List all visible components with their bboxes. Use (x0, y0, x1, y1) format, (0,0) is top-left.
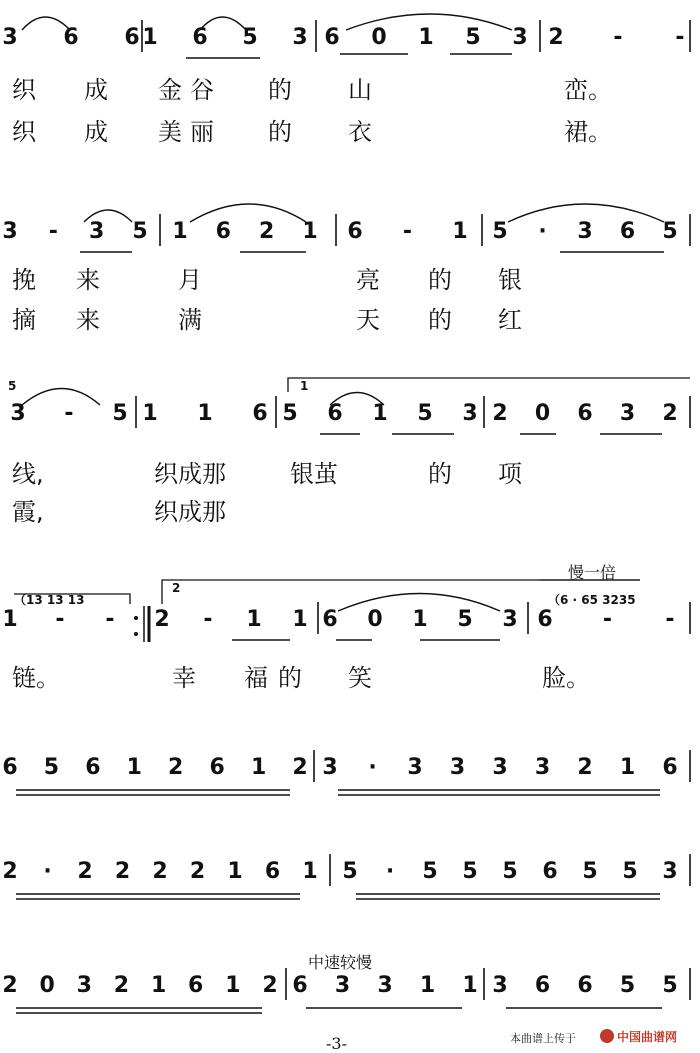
note-digit: 5 (662, 973, 678, 998)
paren-notes-13: （13 13 13 (14, 593, 85, 607)
lyric-char: 的 (428, 460, 452, 488)
lyric-char: 挽 (12, 266, 36, 294)
note-digit: 5 (43, 755, 60, 780)
logo-mark-icon (600, 1029, 614, 1043)
note-digit: 6 (85, 755, 101, 780)
note-digit: 1 (227, 859, 243, 884)
note-digit: - (203, 607, 213, 632)
note-digit: 1 (462, 973, 478, 998)
note-digit: 3 (2, 219, 18, 244)
lyric-char: 织成那 (154, 498, 226, 526)
note-digit: 1 (302, 219, 318, 244)
lyric-char: 的 (268, 76, 292, 104)
note-digit: 5 (342, 859, 358, 884)
lyric-char: 山 (348, 76, 372, 104)
note-digit: 6 (192, 25, 208, 50)
tempo-moderate: 中速较慢 (308, 953, 373, 972)
note-digit: 0 (367, 607, 383, 632)
note-digit: 6 (534, 973, 551, 998)
note-digit: 6 (577, 401, 593, 426)
note-digit: 1 (292, 607, 308, 632)
lyric-char: 月 (178, 266, 202, 294)
note-digit: 5 (132, 219, 148, 244)
notes-layer (2, 25, 684, 998)
volta-bracket-1 (288, 378, 690, 392)
note-digit: 2 (259, 219, 275, 244)
note-digit: 6 (209, 755, 225, 780)
lyric-char: 亮 (356, 266, 380, 294)
note-digit: 2 (292, 755, 308, 780)
note-digit: 3 (2, 25, 18, 50)
lyric-char: 链。 (12, 664, 60, 692)
note-digit: - (48, 219, 58, 244)
lyric-char: 项 (498, 460, 522, 488)
lyric-char: 福 (244, 664, 268, 692)
note-digit: · (538, 219, 547, 244)
note-digit: · (43, 859, 52, 884)
lyric-char: 线, (12, 460, 44, 488)
note-digit: 5 (465, 25, 481, 50)
note-digit: 2 (154, 607, 170, 632)
note-digit: 3 (534, 755, 551, 780)
note-digit: 5 (422, 859, 438, 884)
note-digit: 2 (114, 859, 131, 884)
note-digit: 6 (347, 219, 363, 244)
note-digit: 2 (189, 859, 206, 884)
note-digit: · (385, 859, 395, 884)
note-digit: 1 (197, 401, 213, 426)
note-digit: 6 (292, 973, 308, 998)
lyric-char: 来 (76, 306, 100, 334)
note-digit: 3 (322, 755, 338, 780)
note-digit: 1 (142, 25, 158, 50)
lyric-char: 衣 (348, 118, 372, 146)
note-digit: 3 (462, 401, 478, 426)
note-digit: 5 (282, 401, 298, 426)
site-name: 中国曲谱网 (617, 1029, 678, 1044)
note-digit: - (602, 607, 613, 632)
note-digit: 3 (492, 755, 508, 780)
note-digit: - (64, 401, 74, 426)
note-digit: - (665, 607, 675, 632)
lyric-char: 成 (84, 118, 108, 146)
note-digit: 2 (113, 973, 130, 998)
lyric-char: 织 (12, 76, 36, 104)
lyric-char: 摘 (12, 306, 36, 334)
lyric-char: 的 (428, 266, 452, 294)
lyric-char: 峦。 (564, 76, 612, 104)
lyric-char: 霞, (12, 498, 44, 526)
beams (16, 54, 664, 1013)
note-digit: 1 (419, 973, 436, 998)
note-digit: 6 (63, 25, 79, 50)
lyric-char: 天 (356, 306, 380, 334)
note-digit: 2 (662, 401, 678, 426)
lyric-char: 脸。 (542, 664, 590, 692)
note-digit: 3 (619, 401, 636, 426)
note-digit: 5 (112, 401, 128, 426)
note-digit: 1 (225, 973, 241, 998)
note-digit: 3 (662, 859, 678, 884)
note-digit: 1 (142, 401, 158, 426)
note-digit: 1 (418, 25, 434, 50)
lyric-char: 金 (158, 76, 182, 104)
note-digit: 1 (250, 755, 267, 780)
note-digit: 2 (262, 973, 278, 998)
lyric-char: 成 (84, 76, 108, 104)
note-digit: 1 (619, 755, 636, 780)
note-digit: 1 (302, 859, 318, 884)
note-digit: - (55, 607, 65, 632)
page-number: -3- (326, 1034, 347, 1053)
note-digit: 2 (548, 25, 564, 50)
lyric-char: 织 (12, 118, 36, 146)
note-digit: 5 (622, 859, 638, 884)
note-digit: 1 (412, 607, 428, 632)
note-digit: 3 (512, 25, 528, 50)
lyric-char: 美 (158, 118, 182, 146)
note-digit: - (675, 25, 685, 50)
note-digit: 5 (492, 219, 508, 244)
note-digit: 1 (126, 755, 142, 780)
lyric-char: 谷 (190, 76, 214, 104)
note-digit: 6 (188, 973, 204, 998)
note-digit: 6 (619, 219, 636, 244)
note-digit: 1 (2, 607, 18, 632)
note-digit: 2 (492, 401, 508, 426)
note-digit: 2 (77, 859, 93, 884)
note-digit: 6 (537, 607, 553, 632)
volta-number-2: 2 (172, 581, 181, 595)
note-digit: 6 (577, 973, 593, 998)
note-digit: 2 (168, 755, 184, 780)
note-digit: 5 (457, 607, 473, 632)
note-digit: 3 (89, 219, 105, 244)
note-digit: 5 (417, 401, 433, 426)
note-digit: 6 (2, 755, 18, 780)
lyric-char: 的 (428, 306, 452, 334)
note-digit: 5 (242, 25, 258, 50)
note-digit: 3 (377, 973, 393, 998)
lyric-char: 幸 (172, 664, 196, 692)
note-digit: 3 (10, 401, 26, 426)
note-digit: 6 (327, 401, 343, 426)
note-digit: 6 (252, 401, 268, 426)
note-digit: 2 (2, 973, 18, 998)
note-digit: 3 (577, 219, 593, 244)
lyric-char: 丽 (190, 118, 214, 146)
note-digit: - (402, 219, 413, 244)
note-digit: - (105, 607, 115, 632)
slur (22, 389, 100, 406)
note-digit: 1 (246, 607, 262, 632)
note-digit: 5 (619, 973, 636, 998)
lyric-char: 红 (498, 306, 522, 334)
note-digit: 0 (39, 973, 55, 998)
note-digit: 2 (2, 859, 18, 884)
note-digit: 2 (577, 755, 593, 780)
lyric-char: 织成那 (154, 460, 226, 488)
note-digit: 0 (534, 401, 551, 426)
note-digit: 3 (76, 973, 92, 998)
lyric-char: 笑 (348, 664, 372, 692)
lyric-char: 满 (178, 306, 202, 334)
note-digit: 6 (324, 25, 340, 50)
paren-notes-6: （6 · 65 3235 (548, 593, 636, 607)
note-digit: 3 (334, 973, 351, 998)
note-digit: 3 (492, 973, 508, 998)
note-digit: 1 (172, 219, 188, 244)
repeat-sign (134, 606, 149, 642)
note-digit: 3 (292, 25, 308, 50)
note-digit: 6 (662, 755, 678, 780)
tempo-slower: 慢一倍 (568, 563, 617, 582)
note-digit: 3 (449, 755, 466, 780)
upload-credit: 本曲谱上传于 (510, 1032, 576, 1045)
note-digit: 5 (582, 859, 598, 884)
lyric-char: 来 (76, 266, 100, 294)
note-digit: 6 (264, 859, 281, 884)
note-digit: 1 (372, 401, 388, 426)
note-digit: 6 (322, 607, 338, 632)
lyric-char: 银 (498, 266, 522, 294)
lyric-char: 银茧 (290, 460, 338, 488)
note-digit: 6 (124, 25, 140, 50)
note-digit: · (368, 755, 377, 780)
site-logo (600, 1026, 677, 1046)
note-digit: 1 (150, 973, 167, 998)
note-digit: - (613, 25, 623, 50)
slur (190, 204, 306, 222)
lyric-char: 裙。 (564, 118, 612, 146)
note-digit: 5 (502, 859, 518, 884)
note-digit: 6 (542, 859, 558, 884)
lyric-char: 的 (268, 118, 292, 146)
note-digit: 6 (215, 219, 231, 244)
note-digit: 3 (407, 755, 423, 780)
note-digit: 0 (371, 25, 387, 50)
note-digit: 1 (452, 219, 468, 244)
note-digit: 3 (502, 607, 518, 632)
note-digit: 5 (662, 219, 678, 244)
lyric-char: 的 (278, 664, 302, 692)
volta-number-1: 1 (300, 379, 309, 393)
note-digit: 5 (462, 859, 478, 884)
note-digit: 2 (152, 859, 168, 884)
fermata-prefix: 5 (8, 379, 17, 393)
